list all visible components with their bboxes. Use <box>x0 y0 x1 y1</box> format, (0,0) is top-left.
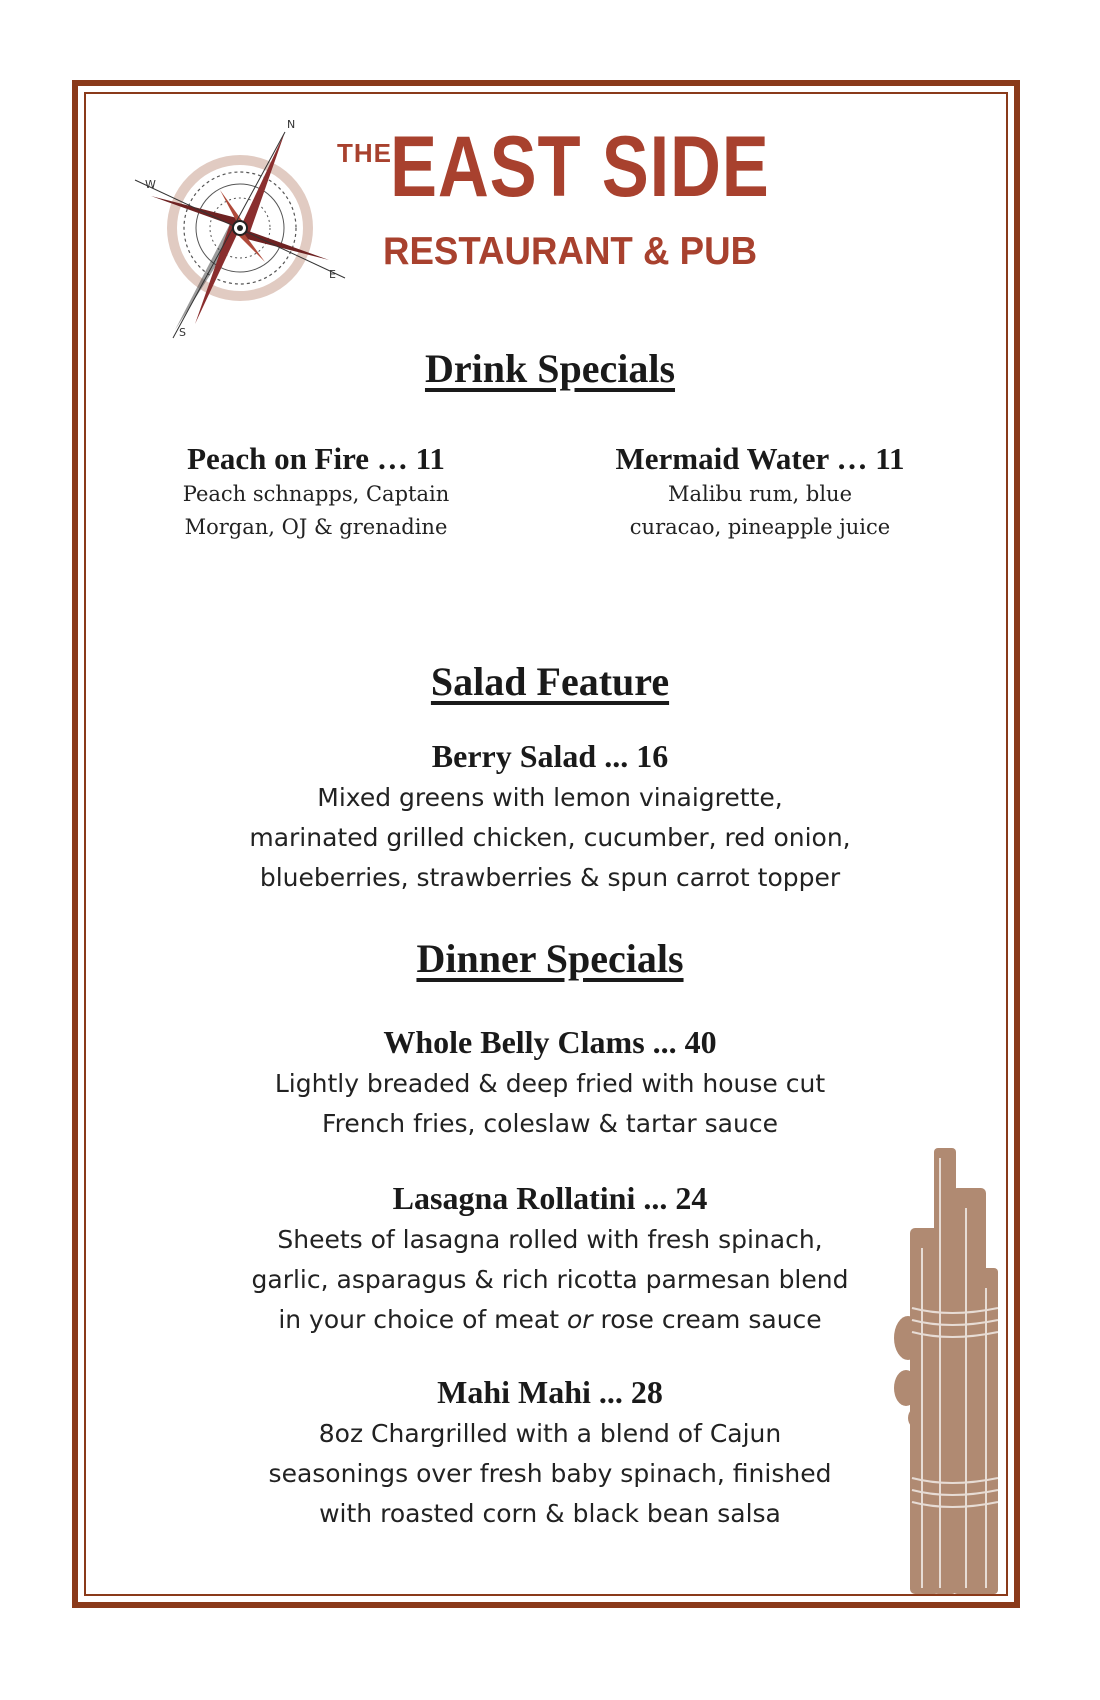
menu-item-description-line: Mixed greens with lemon vinaigrette, <box>317 783 783 812</box>
menu-item-price: 28 <box>630 1374 663 1410</box>
brand-the: THE <box>337 138 392 168</box>
price-separator: ... <box>652 1024 677 1060</box>
salad-feature-heading: Salad Feature <box>430 659 670 704</box>
drink-specials-heading: Drink Specials <box>424 346 676 391</box>
drink-price: 11 <box>875 441 905 476</box>
description-text: in your choice of meat <box>278 1305 567 1334</box>
menu-item <box>0 734 1100 898</box>
price-separator: ... <box>604 738 629 774</box>
menu-item-description-line: French fries, coleslaw & tartar sauce <box>322 1109 778 1138</box>
drink-name: Mermaid Water <box>615 441 829 476</box>
dock-post-icon <box>890 1148 1010 1594</box>
restaurant-logo <box>115 110 775 350</box>
drink-price: 11 <box>415 441 445 476</box>
price-separator: … <box>836 441 868 476</box>
menu-item-description-line: garlic, asparagus & rich ricotta parmesan blend <box>251 1265 849 1294</box>
menu-item-description-line: blueberries, strawberries & spun carrot topper <box>259 863 841 892</box>
drink-description-line: Morgan, OJ & grenadine <box>184 515 448 539</box>
compass-rose-icon <box>115 110 365 350</box>
svg-text:E: E <box>329 268 336 281</box>
drink-description-line: Malibu rum, blue <box>667 482 853 506</box>
menu-item-price: 40 <box>684 1024 717 1060</box>
menu-item-price: 24 <box>675 1180 708 1216</box>
menu-item-name: Mahi Mahi <box>437 1374 591 1410</box>
dinner-specials-heading: Dinner Specials <box>416 936 684 981</box>
description-emphasis: or <box>566 1305 593 1334</box>
menu-item-description-line: 8oz Chargrilled with a blend of Cajun <box>318 1419 782 1448</box>
price-separator: ... <box>598 1374 623 1410</box>
drink-item <box>126 440 506 544</box>
menu-item-name: Berry Salad <box>431 738 597 774</box>
drink-item <box>570 440 950 544</box>
description-text: rose cream sauce <box>592 1305 822 1334</box>
drink-description-line: curacao, pineapple juice <box>629 515 891 539</box>
brand-name: EAST SIDE <box>390 119 770 215</box>
price-separator: ... <box>643 1180 668 1216</box>
menu-item-price: 16 <box>636 738 669 774</box>
menu-item-description-line: seasonings over fresh baby spinach, finished <box>268 1459 832 1488</box>
drink-title <box>570 440 950 478</box>
menu-item-name: Lasagna Rollatini <box>392 1180 636 1216</box>
menu-item-description-line: with roasted corn & black bean salsa <box>319 1499 781 1528</box>
drink-title <box>126 440 506 478</box>
menu-item-description-line: marinated grilled chicken, cucumber, red onion, <box>249 823 851 852</box>
menu-item-name: Whole Belly Clams <box>383 1024 645 1060</box>
menu-item-description-line: Sheets of lasagna rolled with fresh spinach, <box>277 1225 823 1254</box>
menu-item-description-line: Lightly breaded & deep fried with house cut <box>274 1069 826 1098</box>
drink-description-line: Peach schnapps, Captain <box>182 482 450 506</box>
svg-text:S: S <box>179 326 186 339</box>
menu-item-title <box>0 734 1100 778</box>
drink-name: Peach on Fire <box>187 441 370 476</box>
brand-subtitle: RESTAURANT & PUB <box>383 230 758 273</box>
price-separator: … <box>376 441 408 476</box>
menu-item-title <box>0 1020 1100 1064</box>
svg-text:W: W <box>145 178 156 191</box>
svg-text:N: N <box>287 118 296 131</box>
menu-item <box>0 1020 1100 1144</box>
